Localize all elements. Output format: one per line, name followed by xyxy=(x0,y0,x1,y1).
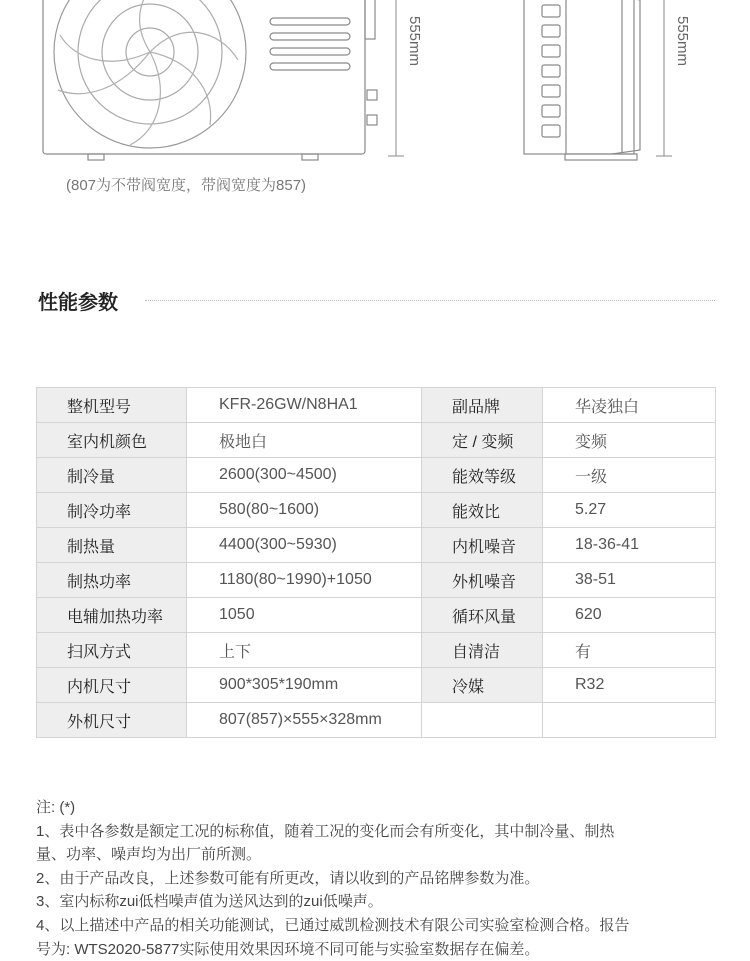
spec-row xyxy=(37,528,716,563)
specs-table-body xyxy=(37,388,716,738)
spec-label: 制热功率 xyxy=(37,563,187,598)
spec-label: 内机尺寸 xyxy=(37,668,187,703)
width-caption: (807为不带阀宽度，带阀宽度为857) xyxy=(66,177,307,194)
outdoor-unit-front-view xyxy=(43,0,377,160)
outdoor-height-label: 555mm xyxy=(406,16,423,67)
spec-value: 1050 xyxy=(187,598,422,633)
spec-label xyxy=(422,703,543,738)
spec-row xyxy=(37,563,716,598)
spec-label: 扫风方式 xyxy=(37,633,187,668)
spec-row xyxy=(37,423,716,458)
spec-label: 冷媒 xyxy=(422,668,543,703)
spec-label: 外机噪音 xyxy=(422,563,543,598)
spec-row xyxy=(37,633,716,668)
spec-value: 5.27 xyxy=(543,493,716,528)
section-title: 性能参数 xyxy=(38,292,118,314)
section-divider xyxy=(145,300,715,301)
spec-value: 极地白 xyxy=(187,423,422,458)
side-height-label: 555mm xyxy=(674,16,691,67)
spec-label: 能效比 xyxy=(422,493,543,528)
spec-label: 内机噪音 xyxy=(422,528,543,563)
spec-row xyxy=(37,598,716,633)
spec-label: 整机型号 xyxy=(37,388,187,423)
notes-line: 量、功率、噪声均为出厂前所测。 xyxy=(36,846,262,864)
spec-value: 华凌独白 xyxy=(543,388,716,423)
spec-row xyxy=(37,458,716,493)
spec-label: 自清洁 xyxy=(422,633,543,668)
spec-value: 4400(300~5930) xyxy=(187,528,422,563)
spec-value: KFR-26GW/N8HA1 xyxy=(187,388,422,423)
notes xyxy=(36,796,726,961)
spec-label: 外机尺寸 xyxy=(37,703,187,738)
side-height-dimension xyxy=(656,0,672,156)
specs-table xyxy=(36,387,716,738)
spec-value: 807(857)×555×328mm xyxy=(187,703,422,738)
spec-label: 电辅加热功率 xyxy=(37,598,187,633)
spec-label: 制冷量 xyxy=(37,458,187,493)
spec-value: 1180(80~1990)+1050 xyxy=(187,563,422,598)
spec-label: 室内机颜色 xyxy=(37,423,187,458)
spec-row xyxy=(37,388,716,423)
spec-label: 制冷功率 xyxy=(37,493,187,528)
spec-value: 900*305*190mm xyxy=(187,668,422,703)
spec-label: 副品牌 xyxy=(422,388,543,423)
notes-line: 4、以上描述中产品的相关功能测试，已通过威凯检测技术有限公司实验室检测合格。报告 xyxy=(36,916,630,934)
spec-value: 2600(300~4500) xyxy=(187,458,422,493)
spec-value: 18-36-41 xyxy=(543,528,716,563)
spec-value xyxy=(543,703,716,738)
spec-value: R32 xyxy=(543,668,716,703)
notes-header: 注: (*) xyxy=(36,799,76,816)
notes-line: 2、由于产品改良，上述参数可能有所更改，请以收到的产品铭牌参数为准。 xyxy=(36,869,540,887)
notes-line: 号为: WTS2020-5877实际使用效果因环境不同可能与实验室数据存在偏差。 xyxy=(36,940,540,958)
spec-label: 定 / 变频 xyxy=(422,423,543,458)
spec-row xyxy=(37,493,716,528)
spec-row xyxy=(37,703,716,738)
notes-line: 1、表中各参数是额定工况的标称值，随着工况的变化而会有所变化，其中制冷量、制热 xyxy=(36,822,615,840)
spec-value: 变频 xyxy=(543,423,716,458)
spec-value: 580(80~1600) xyxy=(187,493,422,528)
spec-row xyxy=(37,668,716,703)
spec-value: 38-51 xyxy=(543,563,716,598)
spec-label: 能效等级 xyxy=(422,458,543,493)
outdoor-height-dimension xyxy=(388,0,404,156)
outdoor-unit-side-view xyxy=(524,0,640,160)
spec-value: 上下 xyxy=(187,633,422,668)
spec-value: 620 xyxy=(543,598,716,633)
unit-dimension-drawing xyxy=(0,0,750,170)
spec-label: 循环风量 xyxy=(422,598,543,633)
spec-value: 有 xyxy=(543,633,716,668)
notes-line: 3、室内标称zui低档噪声值为送风达到的zui低噪声。 xyxy=(36,893,383,911)
spec-value: 一级 xyxy=(543,458,716,493)
spec-label: 制热量 xyxy=(37,528,187,563)
